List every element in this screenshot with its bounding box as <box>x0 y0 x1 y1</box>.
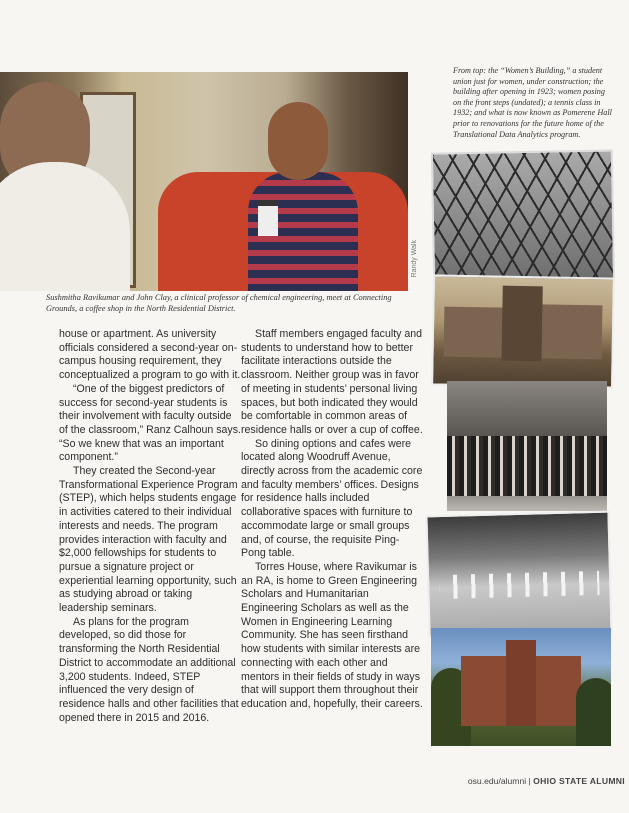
tree <box>576 678 611 746</box>
photo-womens-building-construction <box>431 149 615 286</box>
footer-url: osu.edu/alumni <box>467 776 527 786</box>
main-photo-caption: Sushmitha Ravikumar and John Clay, a clinical professor of chemical engineering, meet at Connecting Grounds, a coffee shop in the North Residential District. <box>46 293 392 313</box>
side-photos-caption: From top: the “Women’s Building,” a student union just for women, under construction; the building after opening in 1923; women posing on the front steps (undated); a tennis class in 1932; and what is now known as Pomerene Hall prior to renovations for the future home of the Translational Data Analytics program. <box>453 66 612 139</box>
coffee-cup <box>258 200 278 236</box>
student-head <box>268 102 328 180</box>
paragraph: As plans for the program developed, so did those for transforming the North Residential District to accommodate an additional 3,200 students. Indeed, STEP influenced the very design of residence halls and other facilities that opened there in 2015 and 2016. <box>59 615 239 724</box>
building-wing <box>444 307 505 358</box>
pomerene-hall-tower <box>506 640 536 726</box>
photo-building-1923 <box>431 274 615 388</box>
page-footer <box>450 776 625 786</box>
paragraph: Staff members engaged faculty and students to understand how to better facilitate interactions outside the classroom. Neither group was in favor of meeting in students’ personal living spaces, but both indicated they would be comfortable in common areas of residence halls or over a cup of coffee. <box>241 328 423 436</box>
group-of-women <box>447 436 607 496</box>
paragraph: They created the Second-year Transformational Experience Program (STEP), which helps students engage in activities catered to their individual interests and needs. The program provides interaction with faculty and $2,000 fellowships for students to pursue a signature project or experiential learning opportunity, such as studying abroad or taking leadership seminars. <box>59 465 238 615</box>
photo-credit: Randy Walk <box>411 240 418 278</box>
article-column-2 <box>241 328 423 712</box>
paragraph: So dining options and cafes were located along Woodruff Avenue, directly across from the academic core and faculty members’ offices. Designs for residence halls included collaborative spaces with furniture to accommodate large or small groups and, of course, the requisite Ping-Pong table. <box>241 437 423 560</box>
paragraph: house or apartment. As university officials considered a second-year on-campus housing requirement, they conceptualized a program to go with it. <box>59 328 241 382</box>
footer-separator: | <box>528 776 531 786</box>
photo-women-front-steps <box>447 381 607 511</box>
photo-pomerene-hall <box>431 628 611 746</box>
building-tower <box>501 286 542 362</box>
building-wing <box>542 304 603 359</box>
paragraph: Torres House, where Ravikumar is an RA, is home to Green Engineering Scholars and Humanitarian Engineering Scholars as well as the Women in Engineering Learning Community. She has seen firsthand how students with similar interests are connecting with each other and mentors in their fields of study in ways that will support them throughout their education and, hopefully, their careers. <box>241 560 423 710</box>
photo-tennis-class-1932 <box>425 511 612 638</box>
students-in-class <box>439 571 600 599</box>
paragraph: “One of the biggest predictors of success for second-year students is their involvement with faculty outside of the classroom,” Ranz Calhoun says. “So we knew that was an important component.” <box>59 382 241 464</box>
footer-brand: OHIO STATE ALUMNI <box>533 776 625 786</box>
article-column-1 <box>59 328 241 725</box>
main-photo <box>0 72 408 291</box>
